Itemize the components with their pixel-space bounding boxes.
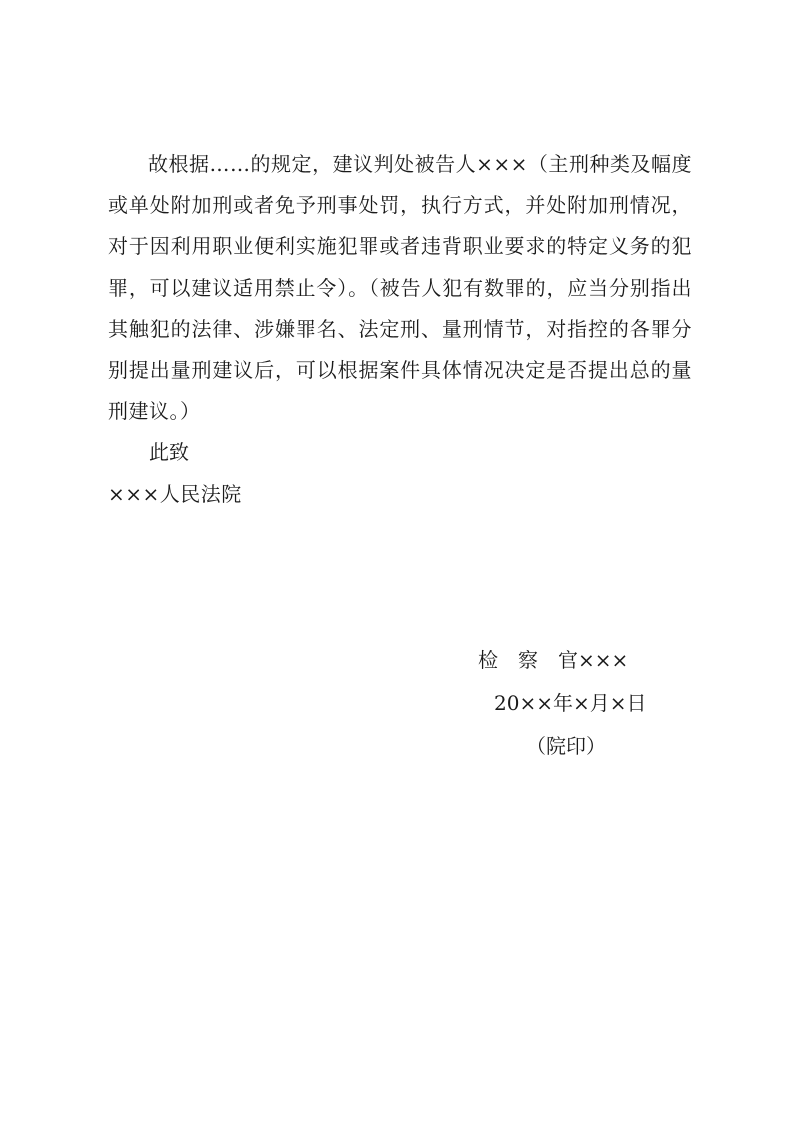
seal-line: （院印） <box>526 734 606 758</box>
signature-block <box>440 645 700 761</box>
salutation: 此致 <box>149 440 189 464</box>
addressee-court: ×××人民法院 <box>108 482 242 506</box>
prosecutor-line: 检 察 官××× <box>478 648 629 672</box>
body-paragraph: 故根据……的规定，建议判处被告人×××（主刑种类及幅度或单处附加刑或者免予刑事处罚，执行方式，并处附加刑情况，对于因利用职业便利实施犯罪或者违背职业要求的特定义务的犯罪，可以建议适用禁止令）。（被告人犯有数罪的，应当分别指出其触犯的法律、涉嫌罪名、法定刑、量刑情节，对指控的各罪分别提出量刑建议后，可以根据案件具体情况决定是否提出总的量刑建议。） <box>108 152 692 424</box>
date-line: 20××年×月×日 <box>494 691 647 715</box>
